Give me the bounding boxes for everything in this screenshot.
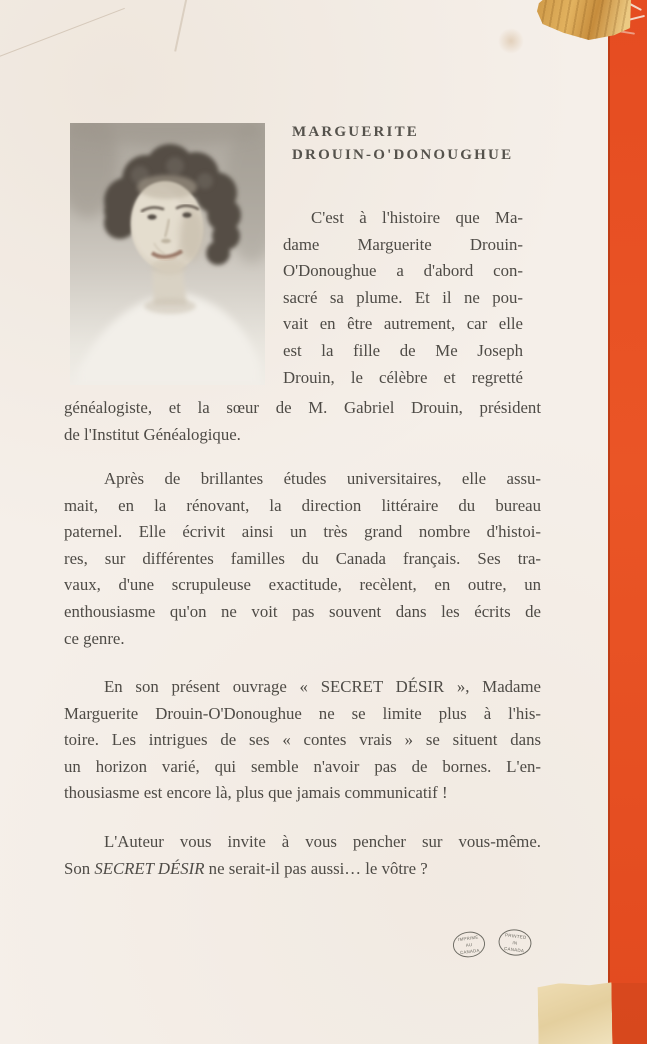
tape-remnant-bottom <box>537 982 612 1044</box>
text-line: vait en être autrement, car elle <box>283 314 523 334</box>
paragraph-intro-full-width <box>64 395 541 448</box>
stamp-left-top: IMPRIMÉ <box>457 934 479 943</box>
text-line: enthousiasme qu'on ne voit pas souvent dans les écrits de <box>64 601 541 621</box>
author-name-line2: DROUIN-O'DONOUGHUE <box>292 147 514 163</box>
imprime-au-canada-stamp <box>450 927 488 962</box>
text-line: Son SECRET DÉSIR ne serait-il pas aussi… le vôtre ? <box>64 858 428 878</box>
printed-in-canada-stamp <box>495 925 535 960</box>
text-line: vaux, d'une scrupuleuse exactitude, recèlent, en outre, un <box>64 575 541 595</box>
text-line: de l'Institut Généalogique. <box>64 424 241 444</box>
text-line: En son présent ouvrage « SECRET DÉSIR », Madame <box>104 677 541 696</box>
text-line: généalogiste, et la sœur de M. Gabriel Drouin, président <box>64 398 541 417</box>
author-name-heading <box>292 121 513 167</box>
text-line: Marguerite Drouin-O'Donoughue ne se limite plus à l'his- <box>64 703 541 723</box>
text-line: mait, en la rénovant, la direction littéraire du bureau <box>64 495 541 515</box>
spine-bottom-shading <box>610 983 647 1044</box>
text-line: sacré sa plume. Et il ne pou- <box>283 287 523 307</box>
text-line: toire. Les intrigues de ses « contes vrais » se situent dans <box>64 730 541 750</box>
paragraph-closing <box>64 829 541 882</box>
paragraph-career <box>64 466 541 652</box>
text-line: L'Auteur vous invite à vous pencher sur vous-même. <box>104 832 541 851</box>
text-line: paternel. Elle écrivit ainsi un très grand nombre d'histoi- <box>64 522 541 542</box>
paragraph-intro-beside-photo <box>283 205 523 391</box>
stamp-right-bottom: CANADA <box>503 945 525 954</box>
stamp-left-bottom: CANADA <box>459 947 480 956</box>
crease-top-left <box>0 8 125 59</box>
author-name-line1: MARGUERITE <box>292 124 420 140</box>
text-line: O'Donoughue a d'abord con- <box>283 261 523 281</box>
text-line: dame Marguerite Drouin- <box>283 234 523 254</box>
stamp-left-middle: AU <box>465 942 473 948</box>
portrait-illustration <box>70 123 265 385</box>
text-line: res, sur différentes familles du Canada français. Ses tra- <box>64 548 541 568</box>
text-line: C'est à l'histoire que Ma- <box>311 208 523 227</box>
text-line: Drouin, le célèbre et regretté <box>283 367 523 387</box>
text-line: un horizon varié, qui semble n'avoir pas de bornes. L'en- <box>64 756 541 776</box>
text-line: Après de brillantes études universitaires, elle assu- <box>104 469 541 488</box>
stamp-right-top: PRINTED <box>504 932 527 940</box>
stain-spot <box>498 28 524 54</box>
author-photo <box>70 123 265 385</box>
text-line: ce genre. <box>64 628 125 648</box>
text-line: thousiasme est encore là, plus que jamais communicatif ! <box>64 783 448 803</box>
spine-stripe <box>608 0 647 1044</box>
stamp-right-middle: IN <box>512 940 518 946</box>
text-line: est la fille de Me Joseph <box>283 340 523 360</box>
crease-top-center <box>174 0 187 52</box>
paragraph-book <box>64 674 541 807</box>
